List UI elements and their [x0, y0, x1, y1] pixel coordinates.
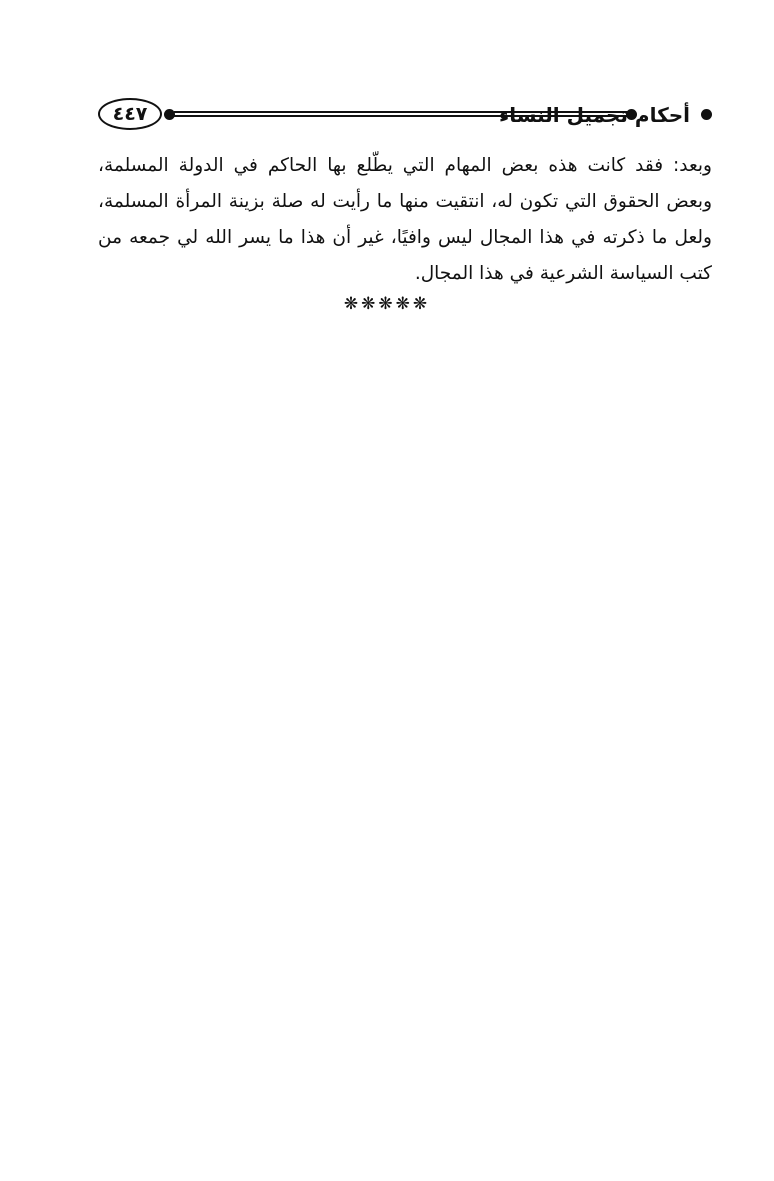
section-separator: ❋❋❋❋❋: [343, 294, 431, 314]
title-bullet: [701, 109, 712, 120]
book-title: أحكام تجميل النساء: [499, 103, 690, 127]
page-number-badge: [98, 98, 162, 130]
page-number: ٤٤٧: [112, 102, 148, 125]
running-header: [98, 96, 712, 136]
body-paragraph: وبعد: فقد كانت هذه بعض المهام التي يطّلع بها الحاكم في الدولة المسلمة، وبعض الحقوق التي تكون له، انتقيت منها ما رأيت له صلة بزينة المرأة المسلمة، ولعل ما ذكرته في هذا المجال ليس وافيًا، غير أن هذا ما يسر الله لي جمعه من كتب السياسة الشرعية في هذا المجال.: [98, 155, 712, 284]
